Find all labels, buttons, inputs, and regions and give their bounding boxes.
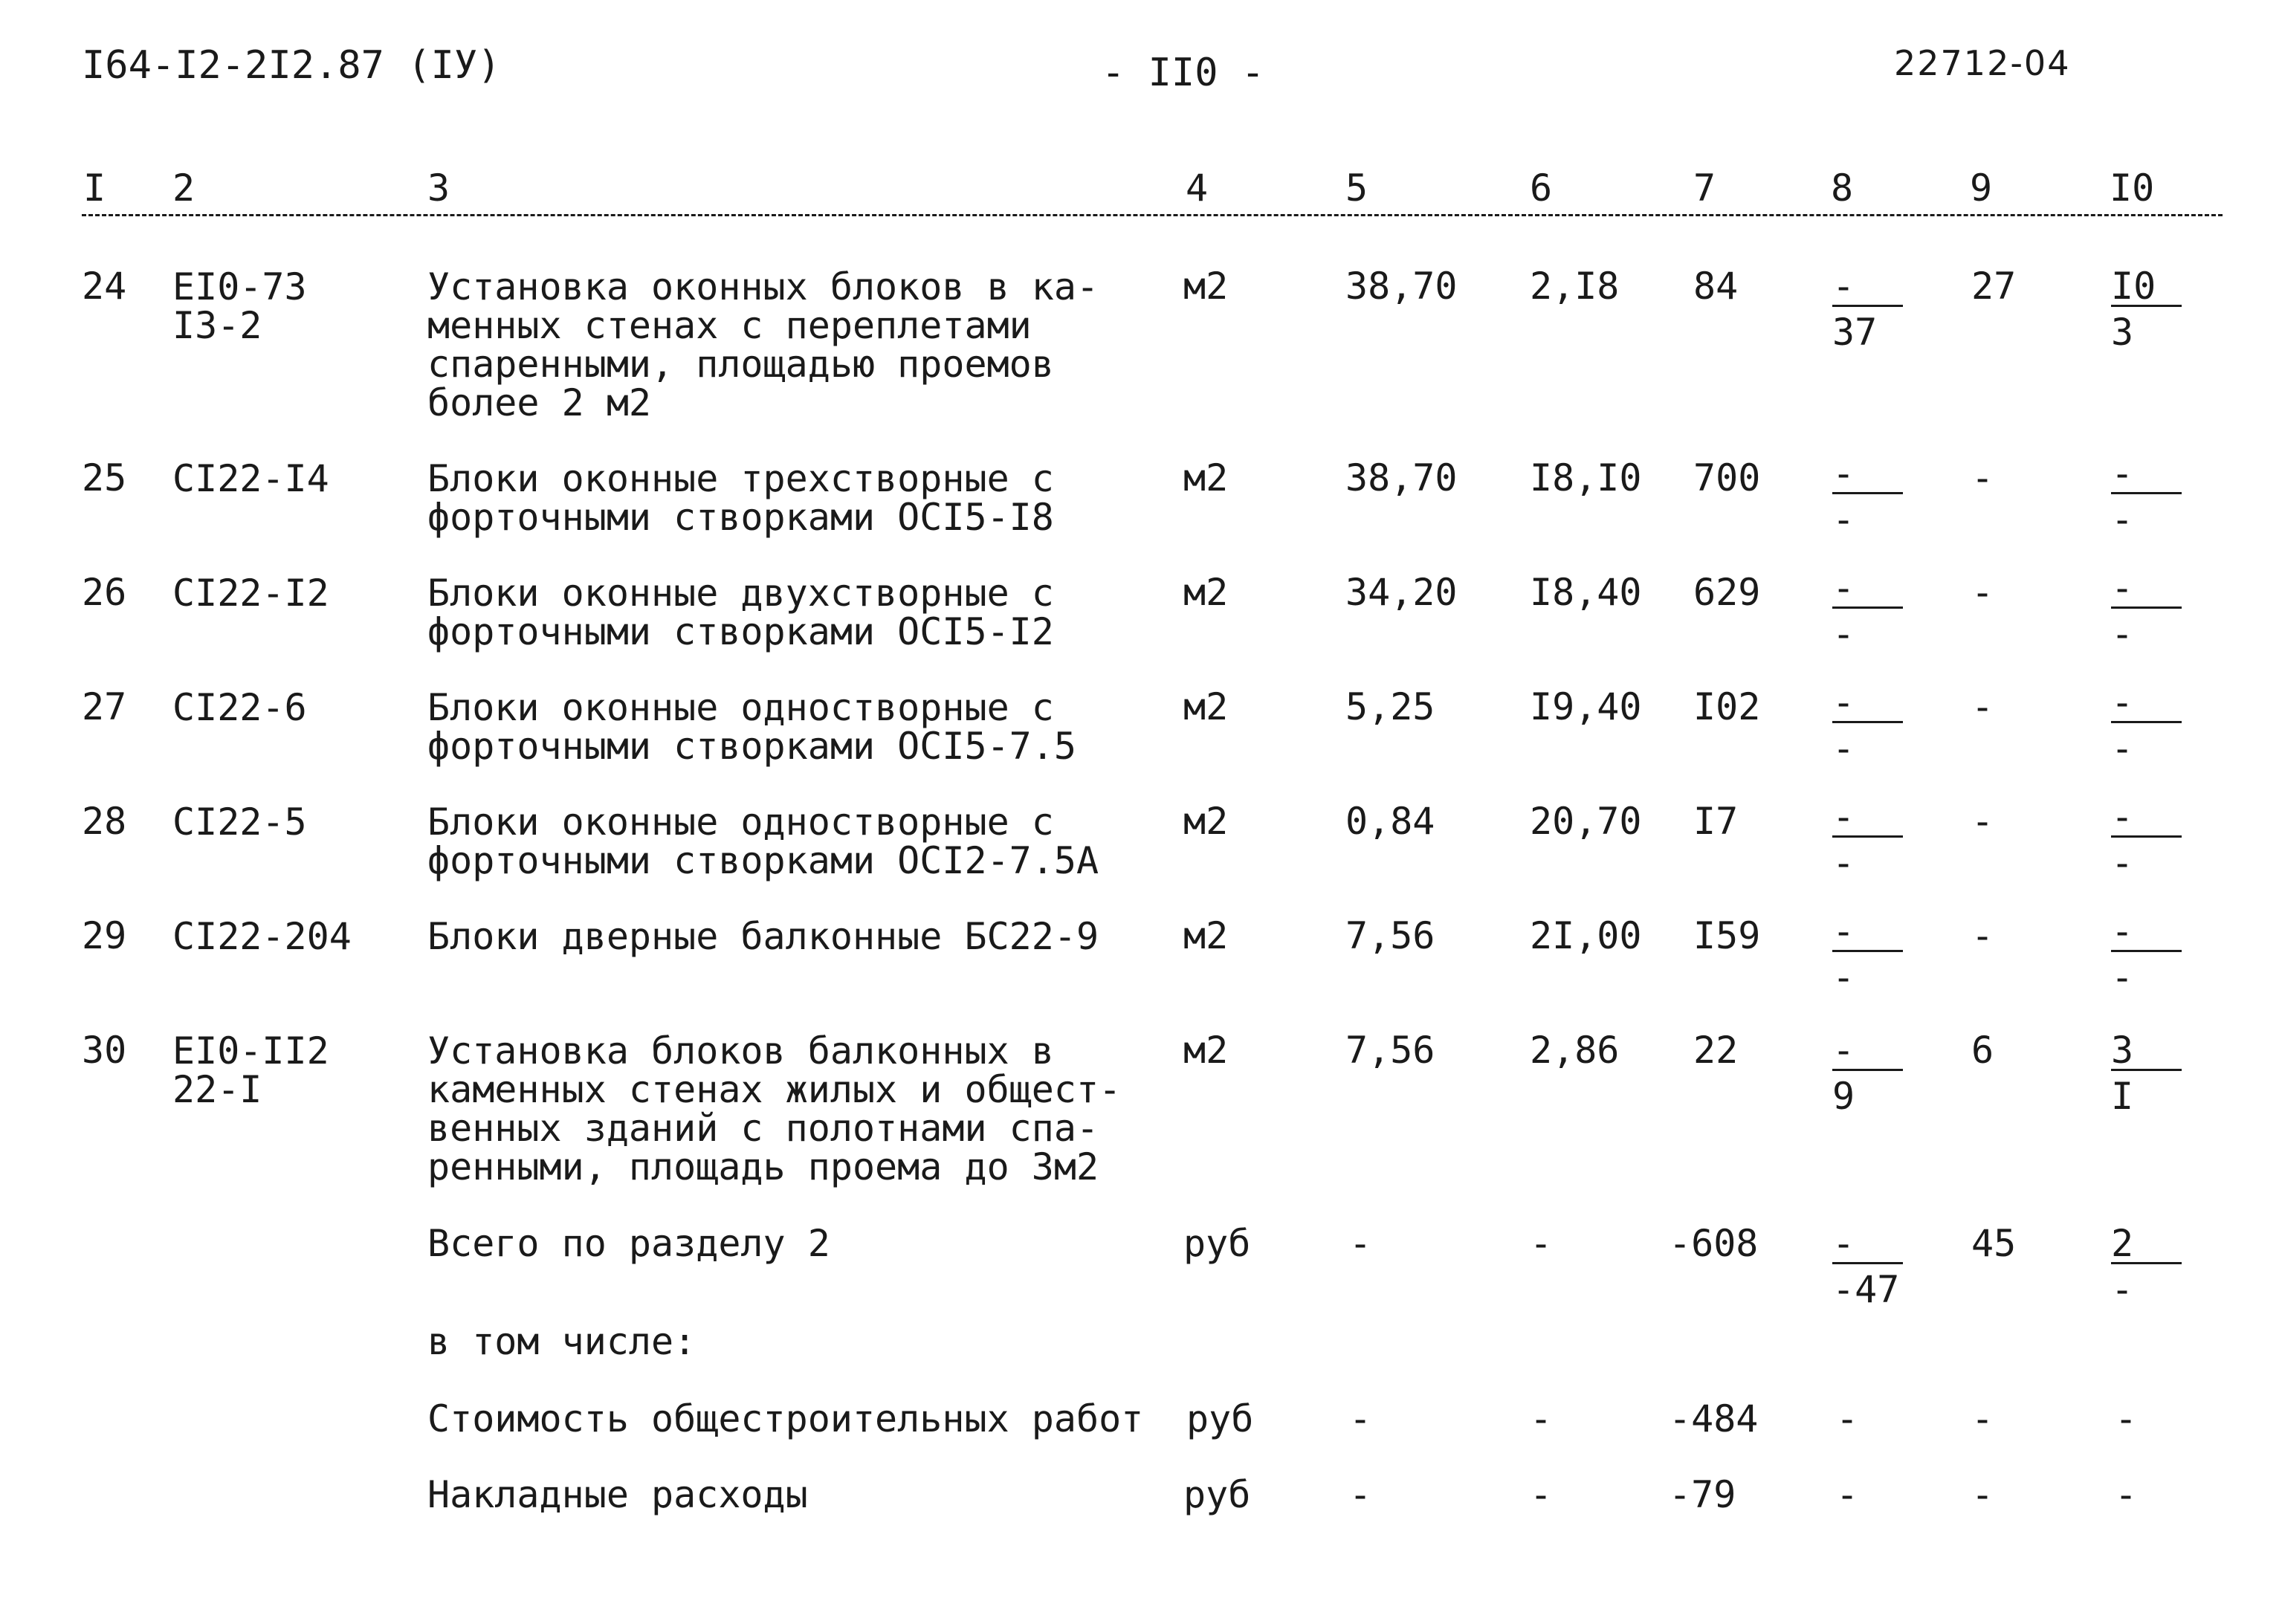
- row-col8-top: -: [1832, 455, 1903, 494]
- page-number: - II0 -: [1102, 51, 1265, 95]
- row-col10-bottom: -: [2111, 498, 2134, 541]
- row-col8-bottom: 9: [1832, 1075, 1855, 1118]
- row-col9: -: [1971, 800, 1994, 843]
- column-header-9: 9: [1970, 166, 1993, 210]
- summary-general-label: Стоимость общестроительных работ: [427, 1397, 1144, 1440]
- row-unit-price: I8,I0: [1530, 456, 1642, 499]
- row-col10-fraction: [2111, 452, 2185, 544]
- row-col8-fraction: [1832, 265, 1907, 357]
- summary-total-unit: руб: [1183, 1222, 1251, 1265]
- summary-total-col7: -608: [1669, 1222, 1759, 1265]
- summary-general-col8: -: [1836, 1397, 1859, 1440]
- row-col10-fraction: [2111, 795, 2185, 887]
- row-col10-bottom: -: [2111, 841, 2134, 884]
- column-header-3: 3: [427, 166, 450, 210]
- row-unit: м2: [1183, 800, 1229, 843]
- row-col10-top: -: [2111, 798, 2182, 838]
- row-quantity: 38,70: [1345, 265, 1458, 308]
- row-col10-fraction: [2111, 681, 2185, 773]
- column-header-2: 2: [172, 166, 195, 210]
- row-code: CI22-6: [172, 686, 307, 729]
- row-col10-top: -: [2111, 569, 2182, 609]
- row-quantity: 5,25: [1345, 685, 1435, 728]
- summary-overhead-col6: -: [1530, 1473, 1553, 1516]
- row-col8-top: -: [1832, 798, 1903, 838]
- row-unit-price: 20,70: [1530, 800, 1642, 843]
- row-number: 24: [82, 265, 127, 308]
- summary-overhead-col7: -79: [1669, 1473, 1736, 1516]
- column-header-4: 4: [1186, 166, 1209, 210]
- row-col10-bottom: I: [2111, 1075, 2134, 1118]
- row-col8-bottom: 37: [1832, 311, 1878, 354]
- row-description: Блоки оконные трехстворные с форточными створками OCI5-I8: [427, 457, 1054, 539]
- including-label: в том числе:: [427, 1320, 696, 1363]
- row-unit: м2: [1183, 1029, 1229, 1072]
- document-code: I64-I2-2I2.87 (IУ): [82, 43, 501, 88]
- summary-total-col8-fraction: [1832, 1222, 1907, 1314]
- summary-general-col6: -: [1530, 1397, 1553, 1440]
- row-col8-bottom: -: [1832, 727, 1855, 770]
- row-total: I02: [1693, 685, 1761, 728]
- row-code: EI0-II2 22-I: [172, 1029, 329, 1111]
- row-unit: м2: [1183, 571, 1229, 614]
- row-quantity: 34,20: [1345, 571, 1458, 614]
- row-col9: -: [1971, 914, 1994, 957]
- column-header-10: I0: [2110, 166, 2155, 210]
- row-unit: м2: [1183, 685, 1229, 728]
- row-number: 26: [82, 571, 127, 614]
- row-col8-bottom: -: [1832, 841, 1855, 884]
- summary-overhead-col10: -: [2115, 1473, 2138, 1516]
- row-total: 700: [1693, 456, 1761, 499]
- row-code: EI0-73 I3-2: [172, 265, 307, 347]
- summary-overhead-col8: -: [1836, 1473, 1859, 1516]
- row-code: CI22-I2: [172, 572, 329, 615]
- row-col8-fraction: [1832, 566, 1907, 659]
- row-col9: -: [1971, 571, 1994, 614]
- summary-general-unit: руб: [1186, 1397, 1254, 1440]
- row-quantity: 0,84: [1345, 800, 1435, 843]
- column-header-8: 8: [1831, 166, 1854, 210]
- row-col8-fraction: [1832, 910, 1907, 1002]
- header-rule: [82, 214, 2223, 216]
- row-number: 29: [82, 914, 127, 957]
- summary-total-col8-bottom: -47: [1832, 1268, 1900, 1311]
- summary-general-col7: -484: [1669, 1397, 1759, 1440]
- row-col10-bottom: -: [2111, 956, 2134, 999]
- summary-total-col10-bottom: -: [2111, 1268, 2134, 1311]
- summary-general-col10: -: [2115, 1397, 2138, 1440]
- row-col8-top: -: [1832, 268, 1903, 307]
- row-col8-fraction: [1832, 795, 1907, 887]
- row-total: 629: [1693, 571, 1761, 614]
- row-col10-top: I0: [2111, 268, 2182, 307]
- summary-total-col10-fraction: [2111, 1222, 2185, 1314]
- row-col8-top: -: [1832, 1032, 1903, 1071]
- row-col8-bottom: -: [1832, 498, 1855, 541]
- row-code: CI22-5: [172, 800, 307, 844]
- row-unit-price: 2,I8: [1530, 265, 1620, 308]
- row-col10-fraction: [2111, 1029, 2185, 1121]
- row-unit-price: I9,40: [1530, 685, 1642, 728]
- summary-total-col9: 45: [1971, 1222, 2017, 1265]
- row-col10-fraction: [2111, 265, 2185, 357]
- row-quantity: 7,56: [1345, 1029, 1435, 1072]
- row-col10-top: 3: [2111, 1032, 2182, 1071]
- row-col8-fraction: [1832, 681, 1907, 773]
- row-col8-bottom: -: [1832, 612, 1855, 656]
- row-col8-fraction: [1832, 452, 1907, 544]
- row-col10-top: -: [2111, 684, 2182, 723]
- row-description: Установка оконных блоков в ка- менных стенах с переплетами спаренными, площадью проемов более 2 м2: [427, 265, 1099, 424]
- row-col8-fraction: [1832, 1029, 1907, 1121]
- row-col10-bottom: -: [2111, 727, 2134, 770]
- summary-total-col5: -: [1349, 1222, 1372, 1265]
- summary-total-col10-top: 2: [2111, 1225, 2182, 1264]
- row-col9: -: [1971, 456, 1994, 499]
- summary-total-col8-top: -: [1832, 1225, 1903, 1264]
- summary-total-label: Всего по разделу 2: [427, 1222, 830, 1265]
- row-col9: 27: [1971, 265, 2017, 308]
- column-header-1: I: [83, 166, 106, 210]
- column-header-5: 5: [1345, 166, 1368, 210]
- summary-overhead-col9: -: [1971, 1473, 1994, 1516]
- row-code: CI22-204: [172, 915, 352, 958]
- summary-total-col6: -: [1530, 1222, 1553, 1265]
- row-col8-top: -: [1832, 913, 1903, 952]
- row-col10-fraction: [2111, 910, 2185, 1002]
- archive-number: 22712-04: [1894, 43, 2071, 83]
- row-total: I7: [1693, 800, 1739, 843]
- row-unit-price: 2I,00: [1530, 914, 1642, 957]
- row-description: Блоки оконные одностворные с форточными створками OCI2-7.5A: [427, 800, 1099, 882]
- row-number: 30: [82, 1029, 127, 1072]
- row-description: Блоки оконные двухстворные с форточными створками OCI5-I2: [427, 572, 1054, 653]
- summary-general-col5: -: [1349, 1397, 1372, 1440]
- row-col10-top: -: [2111, 913, 2182, 952]
- row-col9: 6: [1971, 1029, 1994, 1072]
- summary-overhead-label: Накладные расходы: [427, 1473, 808, 1516]
- row-unit: м2: [1183, 914, 1229, 957]
- row-col10-bottom: -: [2111, 612, 2134, 656]
- row-description: Блоки оконные одностворные с форточными створками OCI5-7.5: [427, 686, 1076, 768]
- row-col10-top: -: [2111, 455, 2182, 494]
- row-total: I59: [1693, 914, 1761, 957]
- row-col9: -: [1971, 685, 1994, 728]
- row-col8-bottom: -: [1832, 956, 1855, 999]
- row-unit-price: I8,40: [1530, 571, 1642, 614]
- row-col8-top: -: [1832, 569, 1903, 609]
- row-quantity: 38,70: [1345, 456, 1458, 499]
- row-quantity: 7,56: [1345, 914, 1435, 957]
- row-description: Установка блоков балконных в каменных стенах жилых и общест- венных зданий с полотнами спа- ренными, площадь проема до 3м2: [427, 1029, 1122, 1188]
- row-unit: м2: [1183, 456, 1229, 499]
- row-number: 27: [82, 685, 127, 728]
- summary-overhead-unit: руб: [1183, 1473, 1251, 1516]
- column-header-6: 6: [1530, 166, 1553, 210]
- row-col10-bottom: 3: [2111, 311, 2134, 354]
- row-number: 25: [82, 456, 127, 499]
- row-description: Блоки дверные балконные БC22-9: [427, 915, 1099, 958]
- row-unit-price: 2,86: [1530, 1029, 1620, 1072]
- row-total: 84: [1693, 265, 1739, 308]
- row-number: 28: [82, 800, 127, 843]
- row-unit: м2: [1183, 265, 1229, 308]
- column-header-7: 7: [1693, 166, 1716, 210]
- summary-overhead-col5: -: [1349, 1473, 1372, 1516]
- row-code: CI22-I4: [172, 457, 329, 500]
- row-col8-top: -: [1832, 684, 1903, 723]
- row-col10-fraction: [2111, 566, 2185, 659]
- summary-general-col9: -: [1971, 1397, 1994, 1440]
- row-total: 22: [1693, 1029, 1739, 1072]
